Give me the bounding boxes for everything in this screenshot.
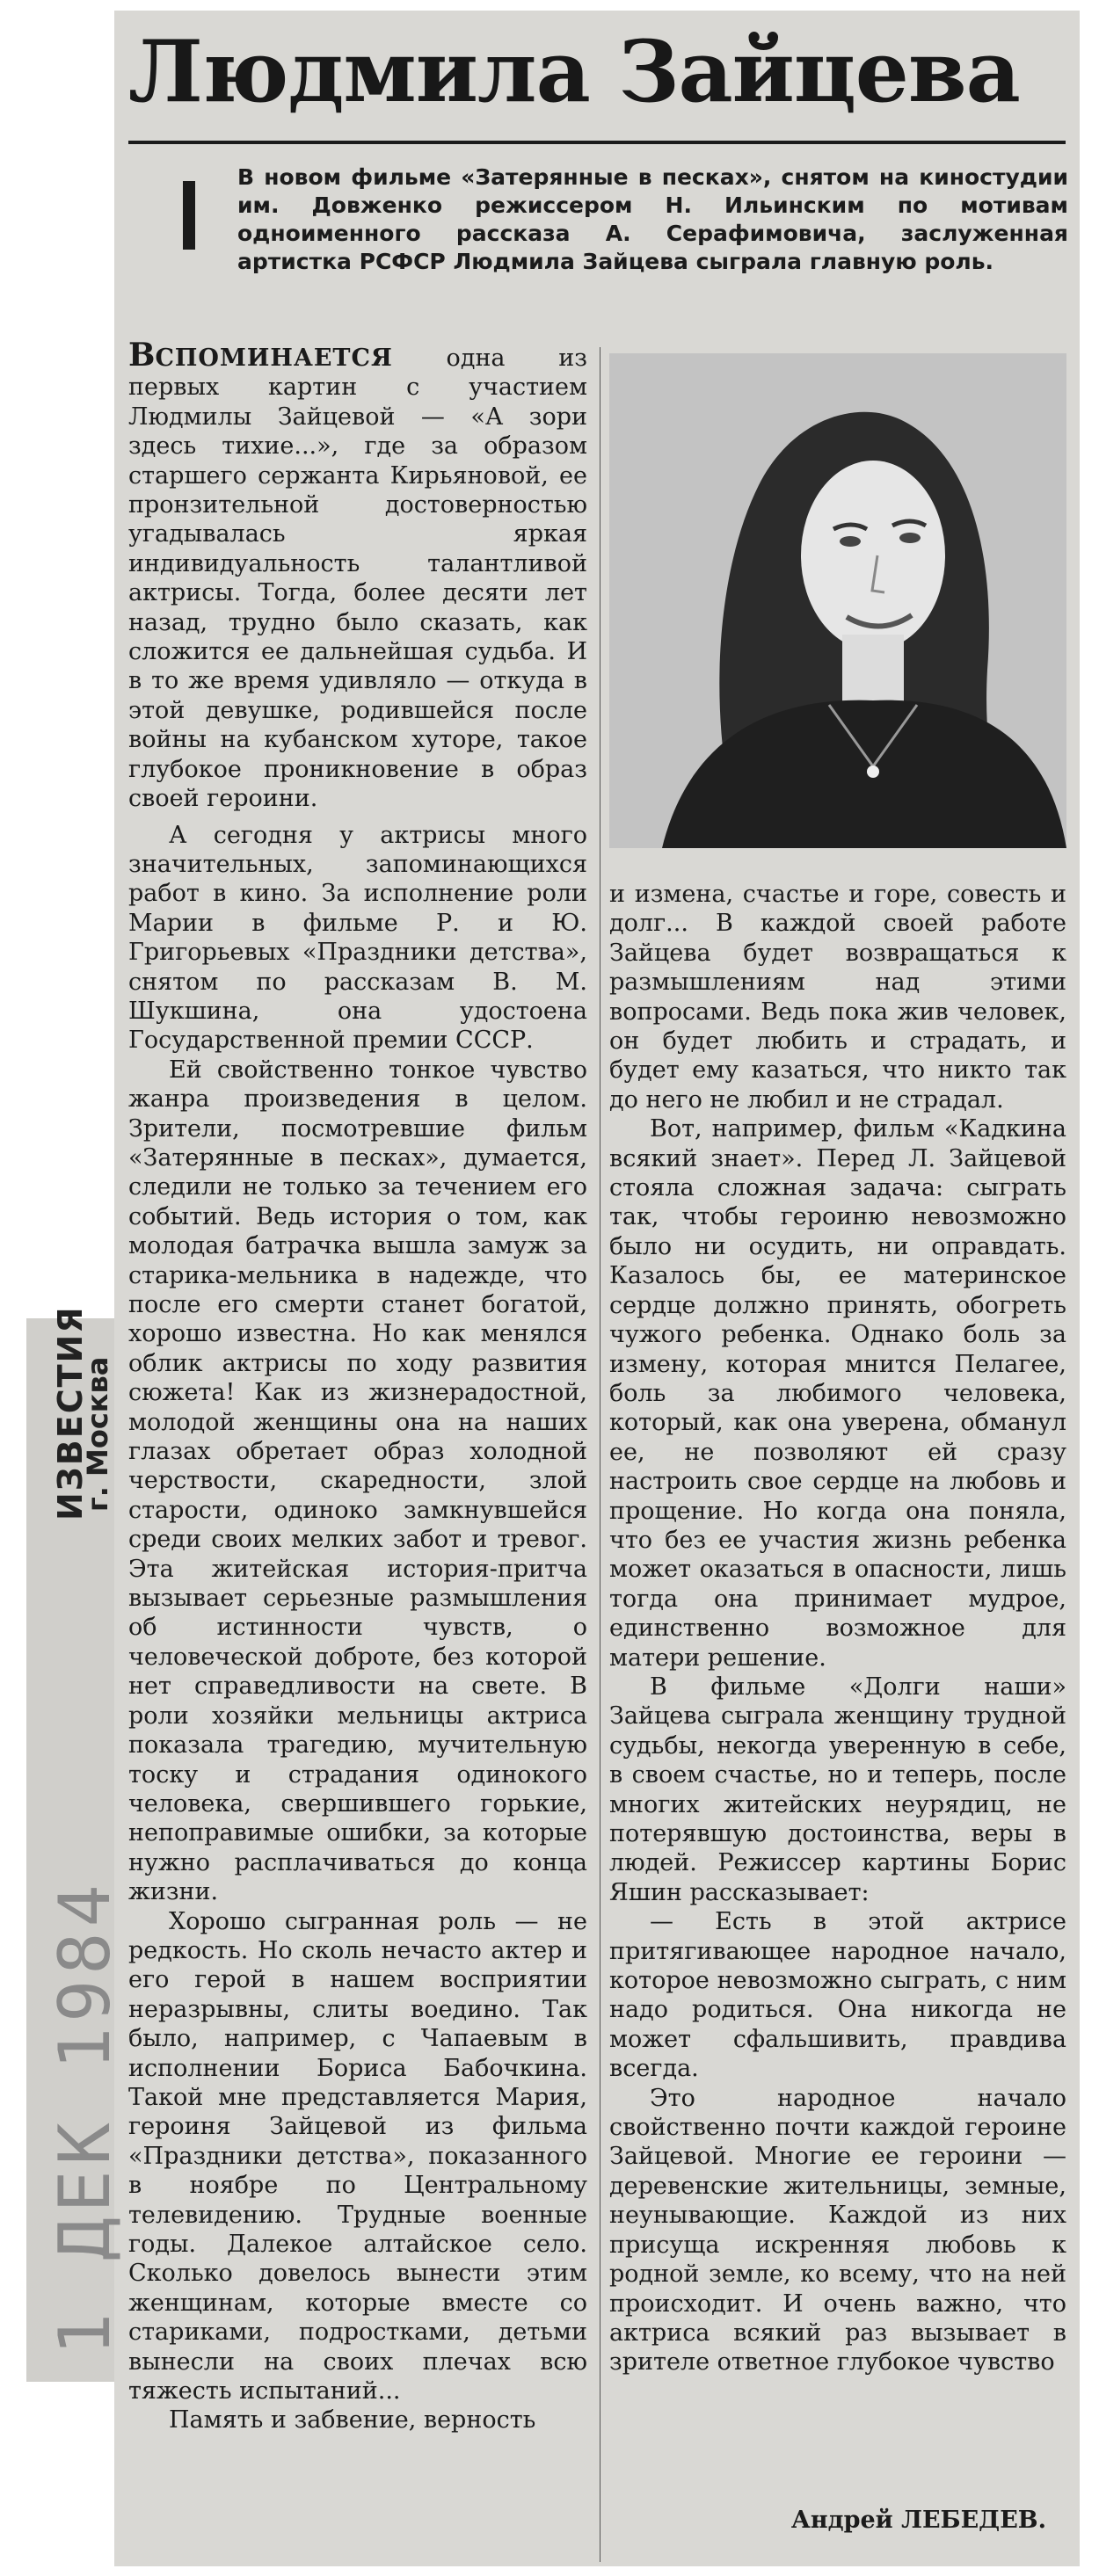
paragraph: и измена, счастье и горе, совесть и долг... В каждой своей работе Зайцева будет возвращаться к размышлениям над этими вопросами. Ведь пока жив человек, он будет любить и страдать, и будет ему казаться, что никто так до него не любил и не страдал. (609, 881, 1066, 1114)
opening-word: СПОМИНАЕТСЯ (155, 345, 393, 372)
stamp-newspaper-name: ИЗВЕСТИЯ (51, 1305, 90, 1520)
article-headline: Людмила Зайцева (128, 22, 1020, 121)
headline-rule (128, 141, 1066, 144)
drop-cap: В (128, 337, 156, 374)
paragraph-text: одна из первых картин с участием Людмилы Зайцевой — «А зори здесь тихие...», где за образом старшего сержанта Кирьяновой, ее пронзительной достоверностью угадывалась яркая индивидуальность талантливой актрисы. Тогда, более десяти лет назад, трудно было сказать, как сложится ее дальнейшая судьба. И в то же время удивляло — откуда в этой девушке, родившейся после войны на кубанском хуторе, такое глубокое проникновение в образ своей героини. (128, 345, 587, 813)
portrait-illustration (609, 353, 1066, 848)
paragraph: А сегодня у актрисы много значительных, запоминающихся работ в кино. За исполнение роли Марии в фильме Р. и Ю. Григорьевых «Праздники детства», снятом по рассказам В. М. Шукшина, она удостоена Государственной премии СССР. (128, 821, 587, 1055)
author-signature: Андрей ЛЕБЕДЕВ. (790, 2507, 1046, 2534)
actress-portrait-photo (609, 353, 1066, 848)
lead-marker (183, 181, 195, 250)
paragraph: В фильме «Долги наши» Зайцева сыграла женщину трудной судьбы, некогда уверенную в себе, в своем счастье, но и теперь, после многих житейских неурядиц, не потерявшую достоинства, веры в людей. Режиссер картины Борис Яшин рассказывает: (609, 1673, 1066, 1906)
article-column-1 (128, 337, 587, 2435)
paragraph: — Есть в этой актрисе притягивающее народное начало, которое невозможно сыграть, с ним надо родиться. Она никогда не может сфальшивить, правдива всегда. (609, 1908, 1066, 2083)
paragraph: Вот, например, фильм «Кадкина всякий знает». Перед Л. Зайцевой стояла сложная задача: сыграть так, чтобы героиню невозможно было ни осудить, ни оправдать. Казалось бы, ее материнское сердце должно принять, обогреть чужого ребенка. Однако боль за измену, которая мнится Пелагее, боль за любимого человека, который, как она уверена, обманул ее, не позволяют ей сразу настроить свое сердце на любовь и прощение. Но когда она поняла, что без ее участия жизнь ребенка может оказаться в опасности, лишь тогда она принимает мудрое, единственно возможное для матери решение. (609, 1115, 1066, 1672)
paragraph: Ей свойственно тонкое чувство жанра произведения в целом. Зрители, посмотревшие фильм «Затерянные в песках», думается, следили не только за течением его событий. Ведь история о том, как молодая батрачка вышла замуж за старика-мельника в надежде, что после его смерти станет богатой, хорошо известна. Но как менялся облик актрисы по ходу развития сюжета! Как из жизнерадостной, молодой женщины она на наших глазах обретает образ холодной черствости, скаредности, злой старости, одиноко замкнувшейся среди своих мелких забот и тревог. Эта житейская история-притча вызывает серьезные размышления об истинности чувств, о человеческой доброте, без которой нет справедливости на свете. В роли хозяйки мельницы актриса показала трагедию, мучительную тоску и страдания одинокого человека, свершившего горькие, непоправимые ошибки, за которые нужно расплачиваться до конца жизни. (128, 1056, 587, 1906)
paragraph: Это народное начало свойственно почти каждой героине Зайцевой. Многие ее героини — деревенские жительницы, земные, неунывающие. Каждой из них присуща искренняя любовь к родной земле, ко всему, что на ней происходит. И очень важно, что актриса всякий раз вызывает в зрителе ответное глубокое чувство (609, 2084, 1066, 2376)
article-column-2 (609, 880, 1066, 2377)
paragraph: Память и забвение, верность (169, 2406, 536, 2435)
paragraph: Хорошо сыгранная роль — не редкость. Но сколь нечасто актер и его герой в нашем восприятии неразрывны, слиты воедино. Так было, например, с Чапаевым в исполнении Бориса Бабочкина. Такой мне представляется Мария, героиня Зайцевой из фильма «Праздники детства», показанного в ноябре по Центральному телевидению. Трудные военные годы. Далекое алтайское село. Сколько довелось вынести этим женщинам, которые вместе со стариками, подростками, детьми вынесли на своих плечах всю тяжесть испытаний... (128, 1907, 587, 2405)
paragraph (128, 337, 587, 814)
article-lead: В новом фильме «Затерянные в песках», снятом на киностудии им. Довженко режиссером Н. Ильинским по мотивам одноименного рассказа А. Серафимовича, заслуженная артистка РСФСР Людмила Зайцева сыграла главную роль. (237, 164, 1068, 274)
stamp-date: 1 ДЕК 1984 (44, 1879, 126, 2355)
stamp-city: г. Москва (81, 1356, 114, 1512)
